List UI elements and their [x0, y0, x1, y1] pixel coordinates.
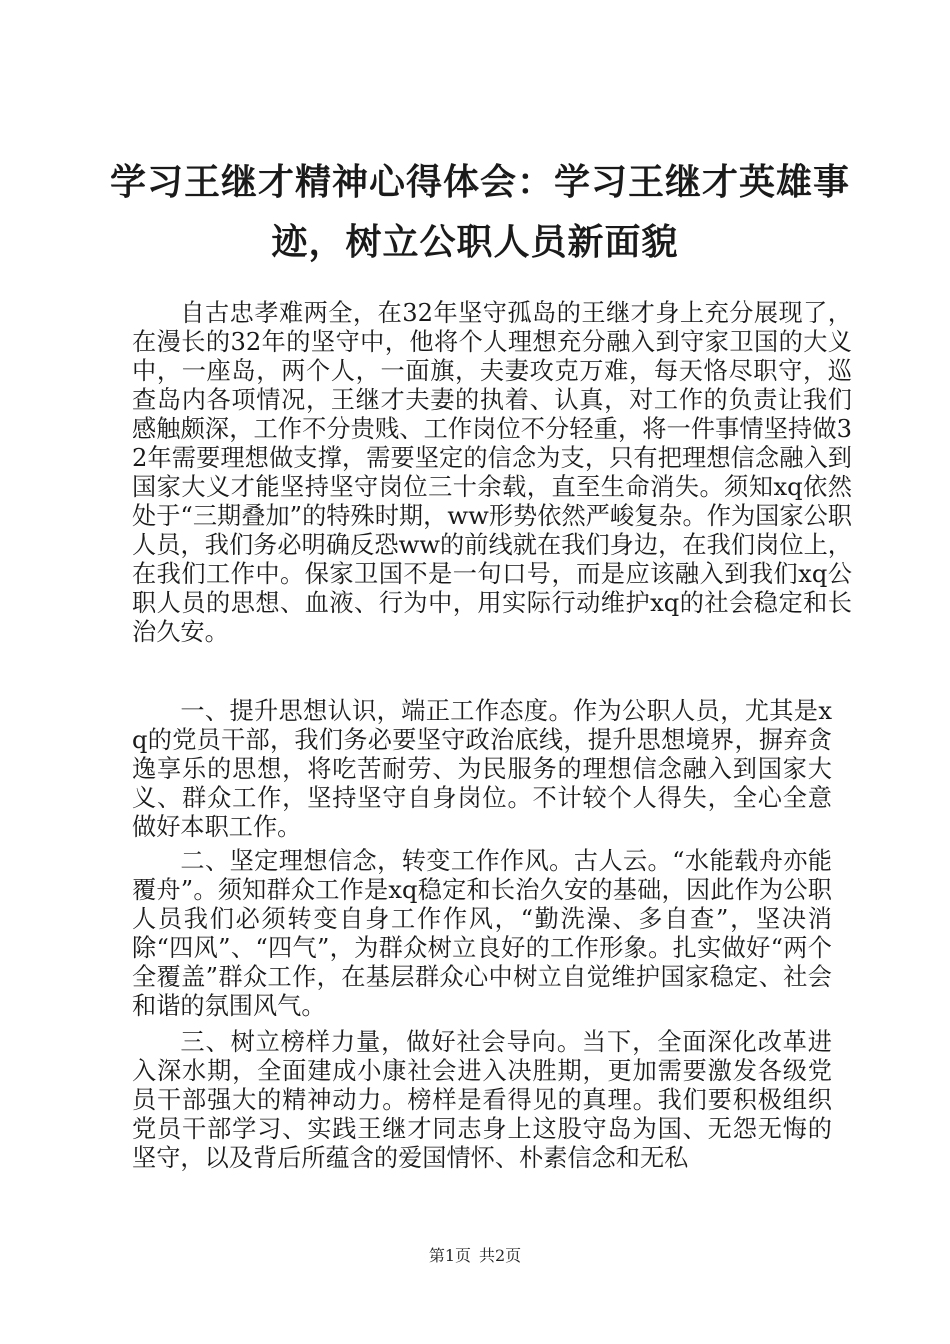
title-line-1: 学习王继才精神心得体会：学习王继才英雄事	[110, 162, 851, 203]
page-total: 共2页	[479, 1246, 522, 1265]
title-line-2: 迹，树立公职人员新面貌	[271, 222, 679, 263]
page-footer	[0, 1246, 950, 1266]
paragraph-intro: 自古忠孝难两全，在32年坚守孤岛的王继才身上充分展现了，在漫长的32年的坚守中，他将个人理想充分融入到守家卫国的大义中，一座岛，两个人，一面旗，夫妻攻克万难，每天恪尽职守，巡查岛内各项情况，王继才夫妻的执着、认真，对工作的负责让我们感触颇深，工作不分贵贱、工作岗位不分轻重，将一件事情坚持做32年需要理想做支撑，需要坚定的信念为支，只有把理想信念融入到国家大义才能坚持坚守岗位三十余载，直至生命消失。须知xq依然处于“三期叠加”的特殊时期，ww形势依然严峻复杂。作为国家公职人员，我们务必明确反恐ww的前线就在我们身边，在我们岗位上，在我们工作中。保家卫国不是一句口号，而是应该融入到我们xq公职人员的思想、血液、行为中，用实际行动维护xq的社会稳定和长治久安。	[132, 299, 852, 646]
paragraph-point-3: 三、树立榜样力量，做好社会导向。当下，全面深化改革进入深水期，全面建成小康社会进入决胜期，更加需要激发各级党员干部强大的精神动力。榜样是看得见的真理。我们要积极组织党员干部学习、实践王继才同志身上这股守岛为国、无怨无悔的坚守，以及背后所蕴含的爱国情怀、朴素信念和无私	[132, 1028, 832, 1172]
paragraph-point-1: 一、提升思想认识，端正工作态度。作为公职人员，尤其是xq的党员干部，我们务必要坚守政治底线，提升思想境界，摒弃贪逸享乐的思想，将吃苦耐劳、为民服务的理想信念融入到国家大义、群众工作，坚持坚守自身岗位。不计较个人得失，全心全意做好本职工作。	[132, 697, 832, 841]
page-number: 第1页	[428, 1246, 471, 1265]
paragraph-point-2: 二、坚定理想信念，转变工作作风。古人云。“水能载舟亦能覆舟”。须知群众工作是xq稳定和长治久安的基础，因此作为公职人员我们必须转变自身工作作风，“勤洗澡、多自查”，坚决消除“四风”、“四气”，为群众树立良好的工作形象。扎实做好“两个全覆盖”群众工作，在基层群众心中树立自觉维护国家稳定、社会和谐的氛围风气。	[132, 847, 832, 1020]
